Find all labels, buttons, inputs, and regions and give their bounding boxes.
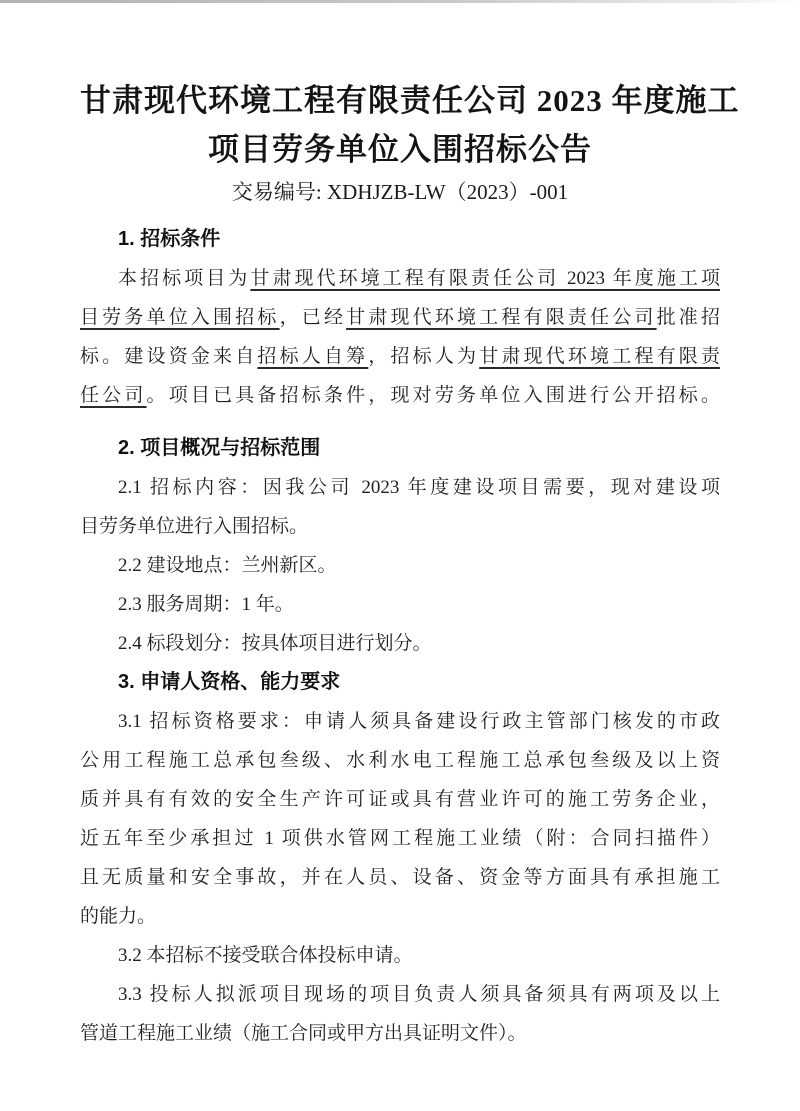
text-segment: 质并具有有效的安全生产许可证或具有营业许可的施工劳务企业， — [80, 789, 720, 810]
text-segment: 2. 项目概况与招标范围 — [118, 437, 321, 459]
transaction-number: 交易编号: XDHJZB-LW（2023）-001 — [231, 180, 569, 204]
document-title-line2: 项目劳务单位入围招标公告 — [208, 132, 592, 167]
text-segment: 本招标项目为 — [118, 268, 251, 289]
scan-edge-artifact — [0, 0, 800, 3]
text-segment: 2.4 标段划分：按具体项目进行划分。 — [118, 633, 432, 654]
text-line — [80, 468, 720, 507]
text-line — [80, 546, 720, 585]
document-body — [80, 76, 740, 1053]
text-segment: 3.3 投标人拟派项目现场的项目负责人须具备须具有两项及以上 — [118, 984, 720, 1005]
text-line — [80, 936, 720, 975]
underlined-text-segment: 目劳务单位入围招标 — [80, 307, 280, 328]
underlined-text-segment: 甘肃现代环境工程有限责任公司 — [346, 307, 657, 328]
text-line — [80, 507, 720, 546]
text-segment: 。项目已具备招标条件，现对劳务单位入围进行公开招标。 — [146, 385, 720, 406]
text-line — [80, 819, 720, 858]
text-segment: 标。建设资金来自 — [80, 346, 258, 367]
text-segment: 3.1 招标资格要求：申请人须具备建设行政主管部门核发的市政 — [118, 711, 720, 732]
text-segment: 且无质量和安全事故，并在人员、设备、资金等方面具有承担施工 — [80, 867, 720, 888]
section-heading — [80, 429, 720, 468]
text-segment: ，已经 — [279, 307, 347, 328]
text-line — [80, 1014, 720, 1053]
section-heading — [80, 220, 720, 259]
document-title-line1: 甘肃现代环境工程有限责任公司 2023 年度施工 — [80, 83, 740, 118]
text-segment: 3.2 本招标不接受联合体投标申请。 — [118, 945, 413, 966]
text-segment: 2.2 建设地点：兰州新区。 — [118, 555, 337, 576]
text-segment: 的能力。 — [80, 906, 157, 927]
underlined-text-segment: 甘肃现代环境工程有限责任公司 2023 年度施工项 — [250, 268, 720, 289]
underlined-text-segment: 甘肃现代环境工程有限责 — [479, 346, 720, 367]
text-segment: 目劳务单位进行入围招标。 — [80, 516, 309, 537]
text-line — [80, 741, 720, 780]
text-line — [80, 858, 720, 897]
text-line — [80, 624, 720, 663]
section-heading — [80, 663, 720, 702]
text-line — [80, 337, 720, 376]
text-line — [80, 975, 720, 1014]
underlined-text-segment: 任公司 — [80, 385, 147, 406]
text-line — [80, 298, 720, 337]
text-line — [80, 376, 720, 415]
text-line — [80, 897, 720, 936]
underlined-text-segment: 招标人自筹 — [257, 346, 369, 367]
text-line — [80, 259, 720, 298]
text-line — [80, 702, 720, 741]
text-segment: ，招标人为 — [368, 346, 480, 367]
text-segment: 2.1 招标内容：因我公司 2023 年度建设项目需要，现对建设项 — [118, 477, 720, 498]
document-content — [80, 220, 720, 1053]
text-line — [80, 780, 720, 819]
text-segment: 1. 招标条件 — [118, 228, 221, 250]
text-segment: 2.3 服务周期：1 年。 — [118, 594, 294, 615]
text-segment: 批准招 — [656, 307, 720, 328]
text-line — [80, 585, 720, 624]
text-segment: 近五年至少承担过 1 项供水管网工程施工业绩（附：合同扫描件） — [80, 828, 720, 849]
text-segment: 公用工程施工总承包叁级、水利水电工程施工总承包叁级及以上资 — [80, 750, 720, 771]
text-segment: 管道工程施工业绩（施工合同或甲方出具证明文件）。 — [80, 1023, 527, 1044]
text-segment: 3. 申请人资格、能力要求 — [118, 671, 341, 693]
